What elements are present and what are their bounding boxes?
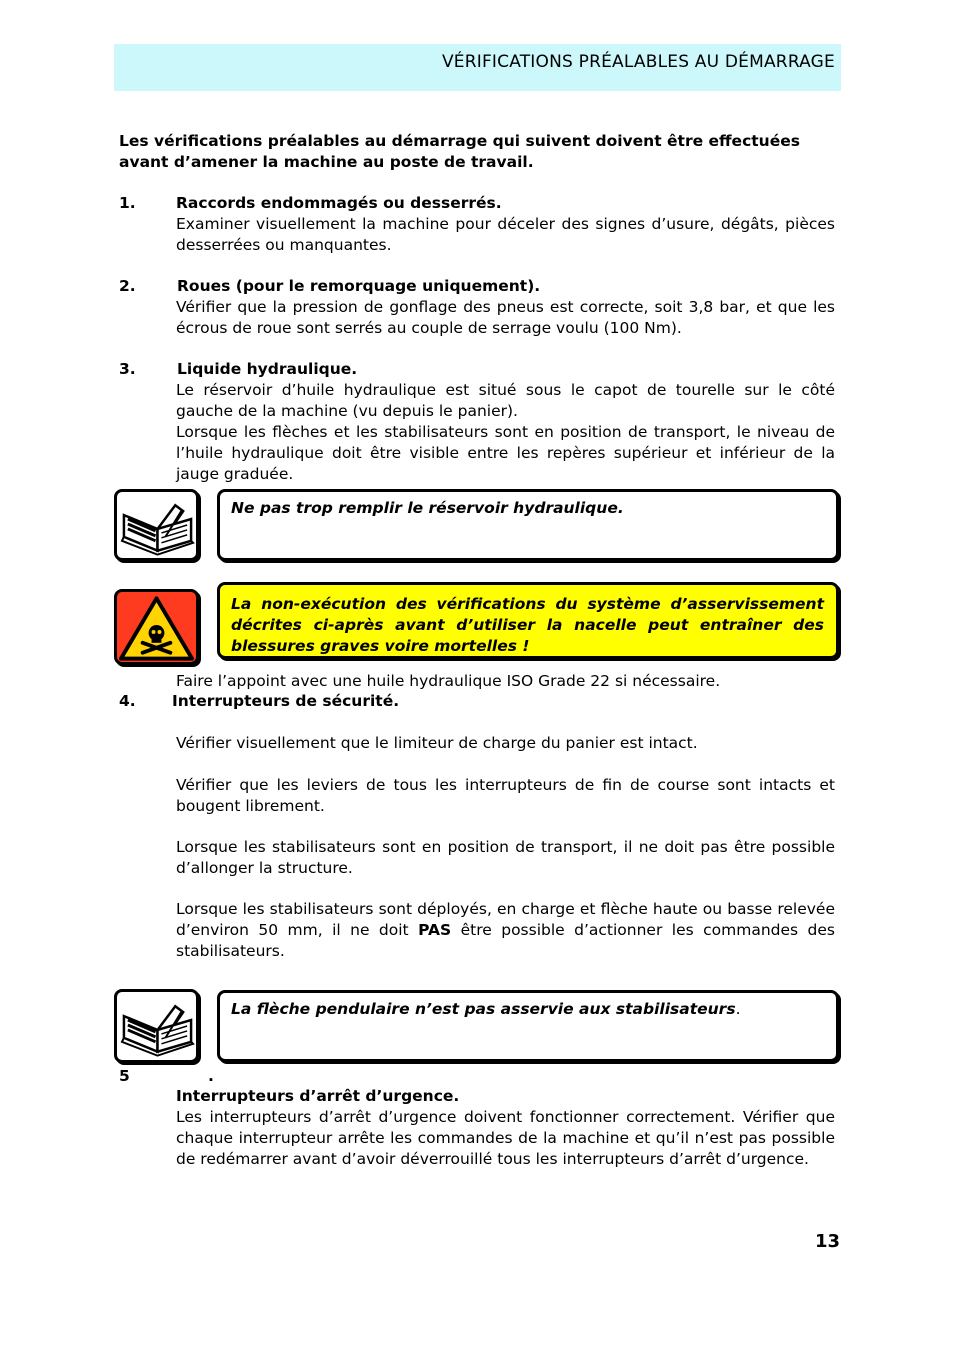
item-number-dot: . (208, 1067, 214, 1085)
note-text-period: . (735, 1000, 741, 1018)
item-text: Vérifier que la pression de gonflage des pneus est correcte, soit 3,8 bar, et que les écrous de roue sont serrés au couple de serrage voulu (100 Nm). (176, 298, 835, 337)
warning-text: La non-exécution des vérifications du système d’asservissement décrites ci-après avant d’utiliser la nacelle peut entraîner des blessures graves voire mortelles ! (231, 595, 824, 655)
item-text: Les interrupteurs d’arrêt d’urgence doivent fonctionner correctement. Vérifier que chaque interrupteur arrête les commandes de la machine et qu’il n’est pas possible de redémarrer avant d’avoir déverrouillé tous les interrupteurs d’arrêt d’urgence. (176, 1108, 835, 1168)
warning-box (217, 582, 839, 659)
item-text: Lorsque les stabilisateurs sont en position de transport, il ne doit pas être possible d’allonger la structure. (176, 838, 835, 877)
item-number: 1. (119, 194, 136, 212)
item-text: Faire l’appoint avec une huile hydraulique ISO Grade 22 si nécessaire. (176, 672, 721, 690)
emphasis-word: PAS (418, 920, 452, 939)
item-text: Examiner visuellement la machine pour déceler des signes d’usure, dégâts, pièces desserrées ou manquantes. (176, 215, 835, 254)
item-text-with-emphasis (176, 899, 835, 961)
item-number: 2. (119, 277, 136, 295)
open-book-icon (118, 994, 197, 1058)
note-box (217, 489, 839, 561)
item-title: Interrupteurs de sécurité. (172, 692, 400, 710)
item-text: Vérifier visuellement que le limiteur de charge du panier est intact. (176, 734, 698, 752)
note-text-part: La flèche pendulaire n’est pas asservie aux stabilisateurs (231, 1000, 736, 1018)
text-part: Lorsque les stabilisateurs sont déployés, en charge et flèche haute ou basse relevée d’environ 50 mm, il ne doit (176, 900, 835, 939)
note-icon-box (114, 489, 199, 561)
text-part: être possible d’actionner les commandes des stabilisateurs. (176, 920, 835, 960)
open-book-icon (118, 493, 197, 557)
danger-icon-box (114, 589, 199, 665)
item-title: Raccords endommagés ou desserrés. (176, 194, 502, 212)
item-number: 5 (119, 1067, 130, 1085)
note-box (217, 990, 839, 1062)
item-title: Roues (pour le remorquage uniquement). (177, 277, 541, 295)
item-title: Liquide hydraulique. (177, 360, 358, 378)
section-title: VÉRIFICATIONS PRÉALABLES AU DÉMARRAGE (441, 52, 835, 72)
item-text: Le réservoir d’huile hydraulique est situé sous le capot de tourelle sur le côté gauche de la machine (vu depuis le panier). (176, 381, 835, 420)
skull-crossbones-warning-icon (117, 593, 196, 663)
intro-text: Les vérifications préalables au démarrage qui suivent doivent être effectuées avant d’amener la machine au poste de travail. (119, 132, 800, 171)
note-text (231, 999, 824, 1020)
item-number: 3. (119, 360, 136, 378)
item-text: Lorsque les flèches et les stabilisateurs sont en position de transport, le niveau de l’huile hydraulique doit être visible entre les repères supérieur et inférieur de la jauge graduée. (176, 423, 835, 483)
section-header (114, 44, 841, 91)
item-text: Vérifier que les leviers de tous les interrupteurs de fin de course sont intacts et bougent librement. (176, 776, 835, 815)
note-text: Ne pas trop remplir le réservoir hydraulique. (231, 499, 624, 517)
note-icon-box (114, 989, 199, 1063)
item-number: 4. (119, 692, 136, 710)
item-title: Interrupteurs d’arrêt d’urgence. (176, 1087, 460, 1105)
page-number: 13 (815, 1231, 841, 1252)
